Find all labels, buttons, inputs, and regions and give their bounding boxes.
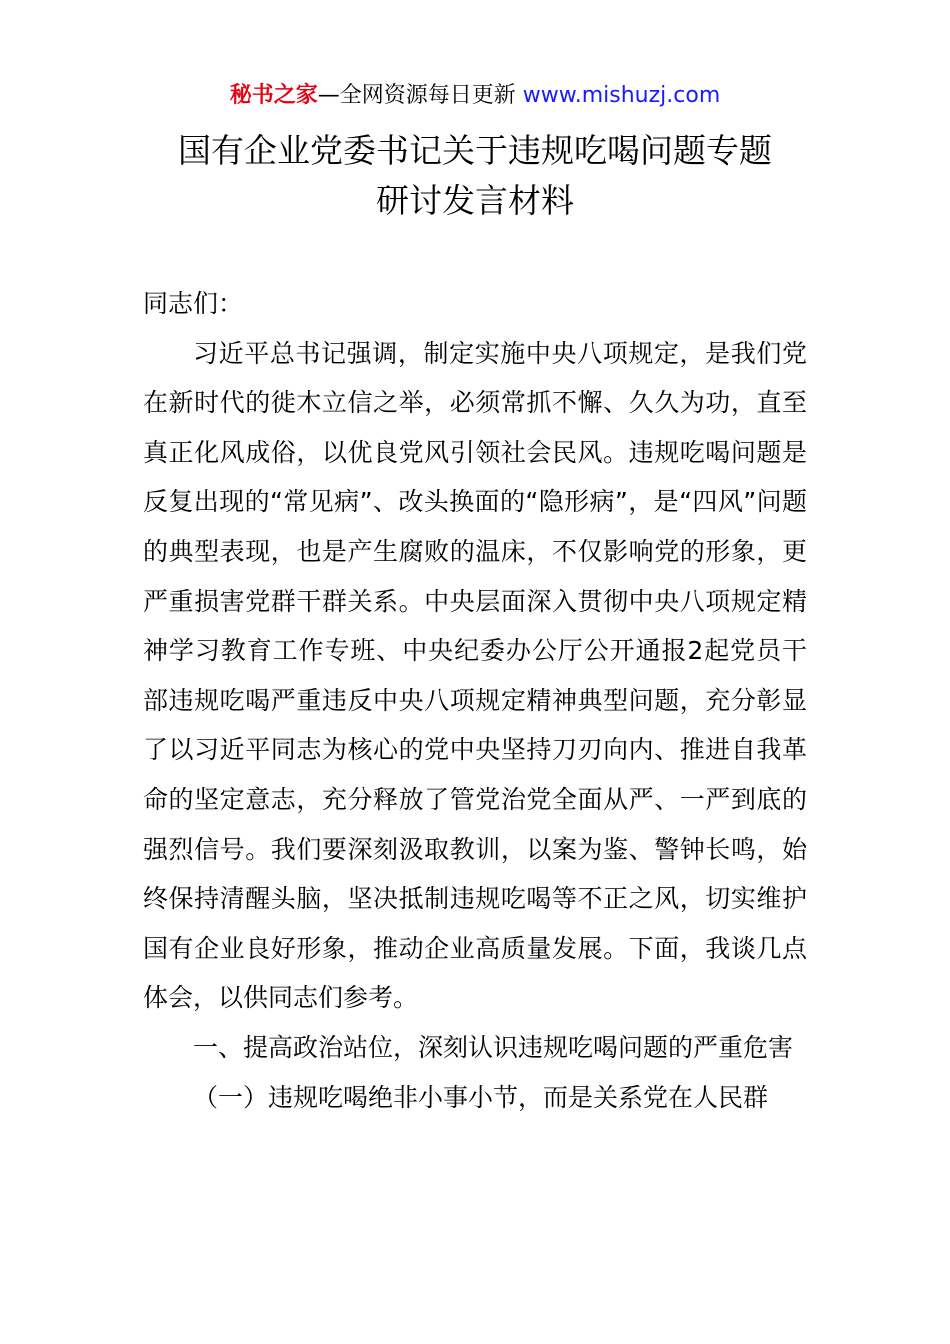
salutation: 同志们： bbox=[143, 289, 244, 318]
title-line-1: 国有企业党委书记关于违规吃喝问题专题 bbox=[178, 131, 772, 170]
subsection-heading-1: （一）违规吃喝绝非小事小节，而是关系党在人民群 bbox=[193, 1082, 769, 1112]
document-title bbox=[0, 126, 950, 226]
title-line-2: 研讨发言材料 bbox=[376, 181, 574, 220]
site-brand: 秘书之家 bbox=[229, 83, 318, 108]
document-body bbox=[143, 279, 807, 1122]
paragraph-intro: 习近平总书记强调，制定实施中央八项规定，是我们党在新时代的徙木立信之举，必须常抓不懈、久久为功，直至真正化风成俗，以优良党风引领社会民风。违规吃喝问题是反复出现的“常见病”、改头换面的“隐形病”，是“四风”问题的典型表现，也是产生腐败的温床，不仅影响党的形象，更严重损害党群干群关系。中央层面深入贯彻中央八项规定精神学习教育工作专班、中央纪委办公厅公开通报2起党员干部违规吃喝严重违反中央八项规定精神典型问题，充分彰显了以习近平同志为核心的党中央坚持刀刃向内、推进自我革命的坚定意志，充分释放了管党治党全面从严、一严到底的强烈信号。我们要深刻汲取教训，以案为鉴、警钟长鸣，始终保持清醒头脑，坚决抵制违规吃喝等不正之风，切实维护国有企业良好形象，推动企业高质量发展。下面，我谈几点体会，以供同志们参考。 bbox=[143, 338, 807, 1013]
site-url[interactable]: www.mishuzj.com bbox=[522, 83, 721, 108]
section-heading-1: 一、提高政治站位，深刻认识违规吃喝问题的严重危害 bbox=[193, 1032, 794, 1062]
site-header bbox=[0, 80, 950, 112]
site-slogan: —全网资源每日更新 bbox=[317, 83, 523, 108]
